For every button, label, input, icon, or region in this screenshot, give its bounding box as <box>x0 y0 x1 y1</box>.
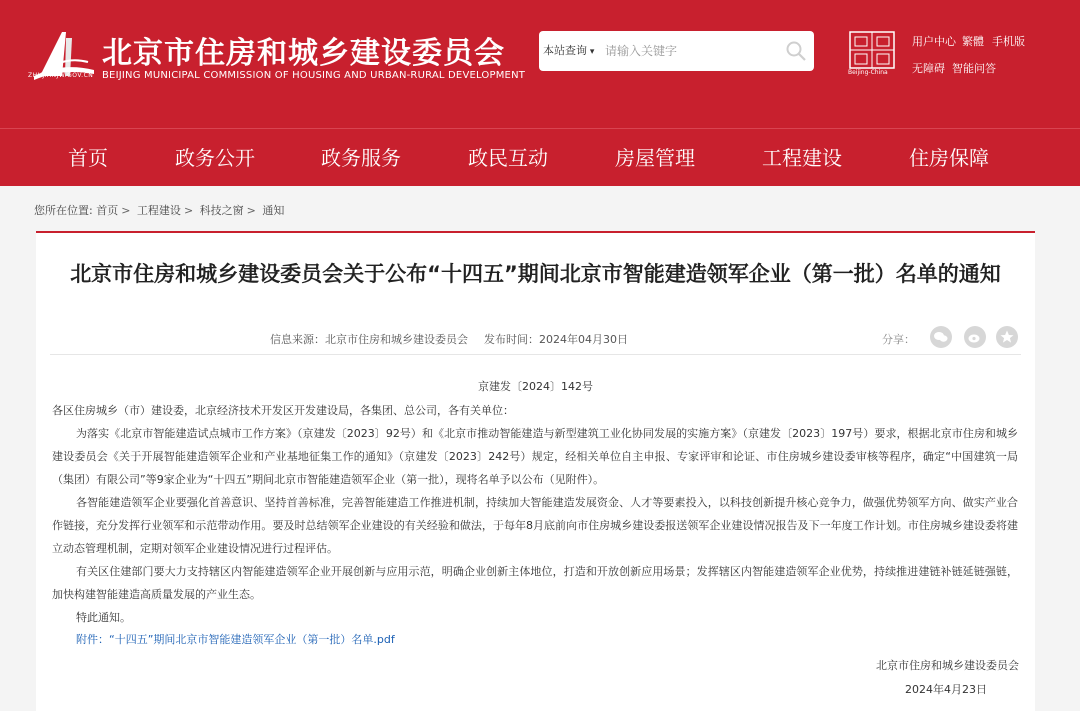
breadcrumb-home[interactable]: 首页 <box>96 204 119 217</box>
user-center-link[interactable]: 用户中心 <box>912 35 956 48</box>
breadcrumb-tech-window[interactable]: 科技之窗 <box>199 204 244 217</box>
site-title[interactable]: 北京市住房和城乡建设委员会 <box>102 36 505 71</box>
breadcrumb-prefix: 您所在位置: <box>34 204 93 217</box>
nav-item-home[interactable]: 首页 <box>68 146 108 170</box>
article-signer: 北京市住房和城乡建设委员会 <box>876 659 1019 672</box>
breadcrumb-engineering[interactable]: 工程建设 <box>136 204 181 217</box>
traditional-chinese-link[interactable]: 繁體 <box>962 35 984 48</box>
favorite-share-icon[interactable] <box>996 326 1018 348</box>
article-salutation: 各区住房城乡（市）建设委，北京经济技术开发区开发建设局，各集团、总公司，各有关单位： <box>52 404 514 417</box>
article-paragraph: 为落实《北京市智能建造试点城市工作方案》（京建发〔2023〕92号）和《北京市推动智能建造与新型建筑工业化协同发展的实施方案》（京建发〔2023〕197号）要求，根据北京市住房和城乡建设委员会《关于开展智能建造领军企业和产业基地征集工作的通知》（京建发〔2023〕242号）规定，经相关单位自主申报、专家评审和论证、市住房城乡建设委审核等程序，确定“中国建筑一局（集团）有限公司”等9家企业为“十四五”期间北京市智能建造领军企业（第一批），现将名单予以公布（见附件）。 <box>52 427 1018 486</box>
chevron-right-icon: > <box>121 204 131 217</box>
article-sign-date: 2024年4月23日 <box>905 683 987 696</box>
article-paragraph: 各智能建造领军企业要强化首善意识、坚持首善标准，完善智能建造工作推进机制，持续加大智能建造发展资金、人才等要素投入，以科技创新提升核心竞争力，做强优势领军方向、做实产业合作链接，充分发挥行业领军和示范带动作用。要及时总结领军企业建设的有关经验和做法，于每年8月底前向市住房城乡建设委报送领军企业建设情况报告及下一年度工作计划。市住房城乡建设委将建立动态管理机制，定期对领军企业建设情况进行过程评估。 <box>52 496 1018 555</box>
nav-item-housing-security[interactable]: 住房保障 <box>909 146 989 170</box>
document-number: 京建发〔2024〕142号 <box>478 380 593 393</box>
article-panel <box>36 231 1035 711</box>
search-icon[interactable] <box>784 39 808 63</box>
nav-item-government-affairs[interactable]: 政务公开 <box>175 146 255 170</box>
nav-item-public-interaction[interactable]: 政民互动 <box>468 146 548 170</box>
search-box <box>539 31 814 71</box>
accessibility-link[interactable]: 无障碍 <box>912 62 945 75</box>
nav-item-engineering-construction[interactable]: 工程建设 <box>762 146 842 170</box>
main-nav <box>0 128 1080 186</box>
share-label: 分享： <box>882 333 915 346</box>
wechat-share-icon[interactable] <box>930 326 952 348</box>
article-source: 信息来源：北京市住房和城乡建设委员会 <box>270 333 468 346</box>
chevron-right-icon: > <box>246 204 256 217</box>
article-date: 发布时间：2024年04月30日 <box>484 333 628 346</box>
mobile-version-link[interactable]: 手机版 <box>992 35 1025 48</box>
capital-badge-caption: Beijing-China <box>848 69 888 76</box>
divider <box>50 354 1021 355</box>
chevron-right-icon: > <box>183 204 194 217</box>
chevron-down-icon: ▾ <box>587 47 595 57</box>
smart-qa-link[interactable]: 智能问答 <box>952 62 996 75</box>
nav-item-housing-management[interactable]: 房屋管理 <box>615 146 695 170</box>
site-header <box>0 0 1080 128</box>
article-title: 北京市住房和城乡建设委员会关于公布“十四五”期间北京市智能建造领军企业（第一批）名单的通知 <box>70 262 1001 286</box>
article-paragraph: 有关区住建部门要大力支持辖区内智能建造领军企业开展创新与应用示范，明确企业创新主体地位，打造和开放创新应用场景；发挥辖区内智能建造领军企业优势，持续推进建链补链延链强链，加快构建智能建造高质量发展的产业生态。 <box>52 565 1018 601</box>
attachment-link[interactable]: 附件：“十四五”期间北京市智能建造领军企业（第一批）名单.pdf <box>76 633 395 646</box>
site-domain: ZHUJIANJW.GOV.CN <box>28 72 94 79</box>
nav-item-government-services[interactable]: 政务服务 <box>321 146 401 170</box>
breadcrumb-notice[interactable]: 通知 <box>262 204 285 217</box>
search-scope-select[interactable]: 本站查询 ▾ <box>543 44 595 57</box>
site-subtitle: BEIJING MUNICIPAL COMMISSION OF HOUSING AND URBAN-RURAL DEVELOPMENT <box>102 70 526 81</box>
article-closing: 特此通知。 <box>76 611 131 624</box>
weibo-share-icon[interactable] <box>964 326 986 348</box>
search-input[interactable] <box>605 39 775 63</box>
article-meta <box>270 331 628 347</box>
breadcrumb <box>34 202 284 218</box>
